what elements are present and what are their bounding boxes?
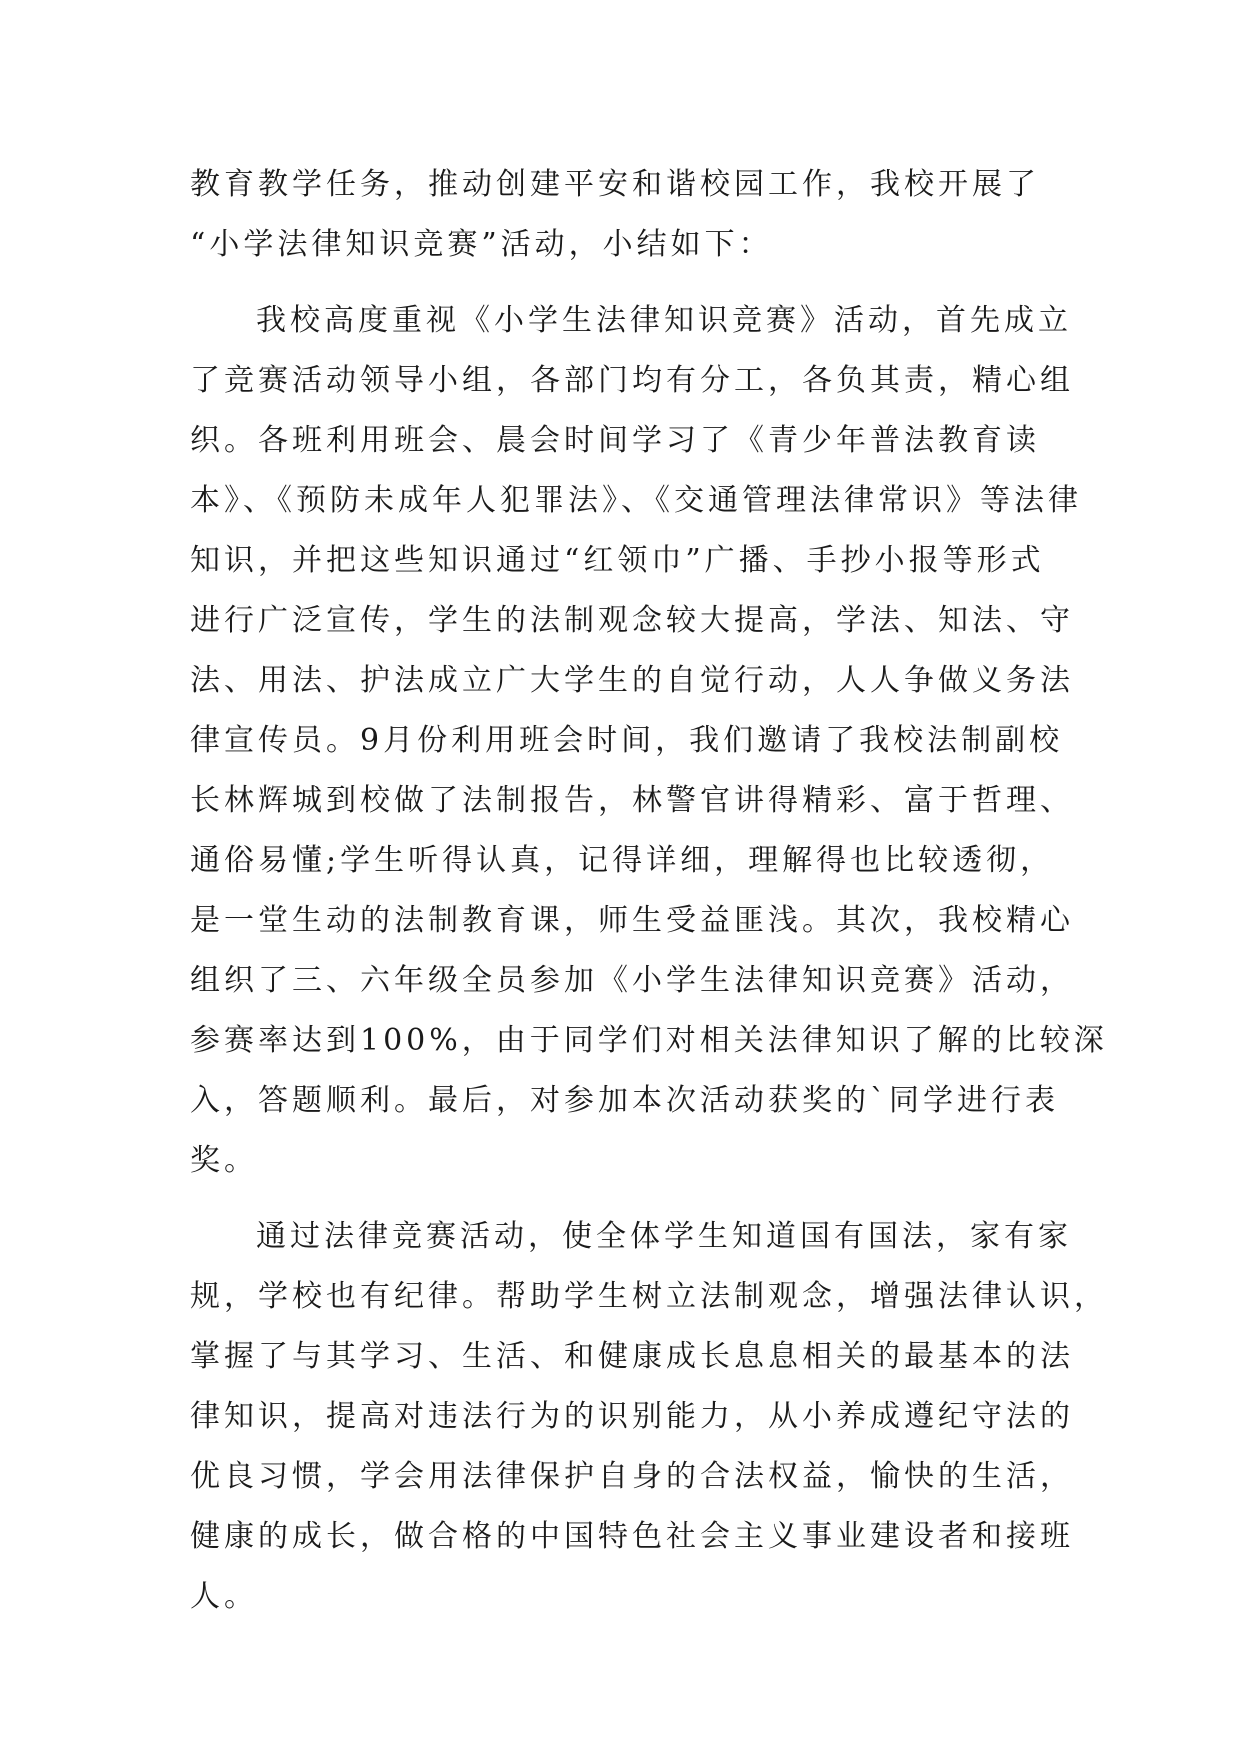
text-line: 律宣传员。9月份利用班会时间，我们邀请了我校法制副校 [190, 723, 1064, 758]
text-line: 通俗易懂;学生听得认真，记得详细，理解得也比较透彻， [190, 843, 1055, 878]
text-line: 规，学校也有纪律。帮助学生树立法制观念，增强法律认识， [190, 1279, 1108, 1314]
document-body [190, 155, 1108, 1627]
text-line: 了竞赛活动领导小组，各部门均有分工，各负其责，精心组 [190, 363, 1074, 398]
text-line: 入，答题顺利。最后，对参加本次活动获奖的`同学进行表 [190, 1083, 1059, 1118]
text-line: 本》、《预防未成年人犯罪法》、《交通管理法律常识》等法律 [190, 483, 1082, 518]
text-line: 人。 [190, 1579, 258, 1614]
text-line: 组织了三、六年级全员参加《小学生法律知识竞赛》活动， [190, 963, 1074, 998]
text-line: 我校高度重视《小学生法律知识竞赛》活动，首先成立 [256, 303, 1072, 338]
text-line: 参赛率达到100%，由于同学们对相关法律知识了解的比较深 [190, 1023, 1108, 1058]
text-line: 知识，并把这些知识通过“红领巾”广播、手抄小报等形式 [190, 543, 1045, 578]
text-line: 进行广泛宣传，学生的法制观念较大提高，学法、知法、守 [190, 603, 1074, 638]
text-line: 通过法律竞赛活动，使全体学生知道国有国法，家有家 [256, 1219, 1072, 1254]
text-line: 健康的成长，做合格的中国特色社会主义事业建设者和接班 [190, 1519, 1074, 1554]
paragraph-activities [190, 291, 1108, 1191]
text-line: 是一堂生动的法制教育课，师生受益匪浅。其次，我校精心 [190, 903, 1074, 938]
text-line: 长林辉城到校做了法制报告，林警官讲得精彩、富于哲理、 [190, 783, 1074, 818]
paragraph-conclusion [190, 1207, 1108, 1627]
text-line: 法、用法、护法成立广大学生的自觉行动，人人争做义务法 [190, 663, 1074, 698]
text-line: 教育教学任务，推动创建平安和谐校园工作，我校开展了 [190, 167, 1040, 202]
text-line: 奖。 [190, 1143, 258, 1178]
text-line: 掌握了与其学习、生活、和健康成长息息相关的最基本的法 [190, 1339, 1074, 1374]
paragraph-intro [190, 155, 1070, 275]
text-line: 律知识，提高对违法行为的识别能力，从小养成遵纪守法的 [190, 1399, 1074, 1434]
text-line: “小学法律知识竞赛”活动，小结如下： [190, 227, 773, 262]
text-line: 优良习惯，学会用法律保护自身的合法权益，愉快的生活， [190, 1459, 1074, 1494]
text-line: 织。各班利用班会、晨会时间学习了《青少年普法教育读 [190, 423, 1040, 458]
